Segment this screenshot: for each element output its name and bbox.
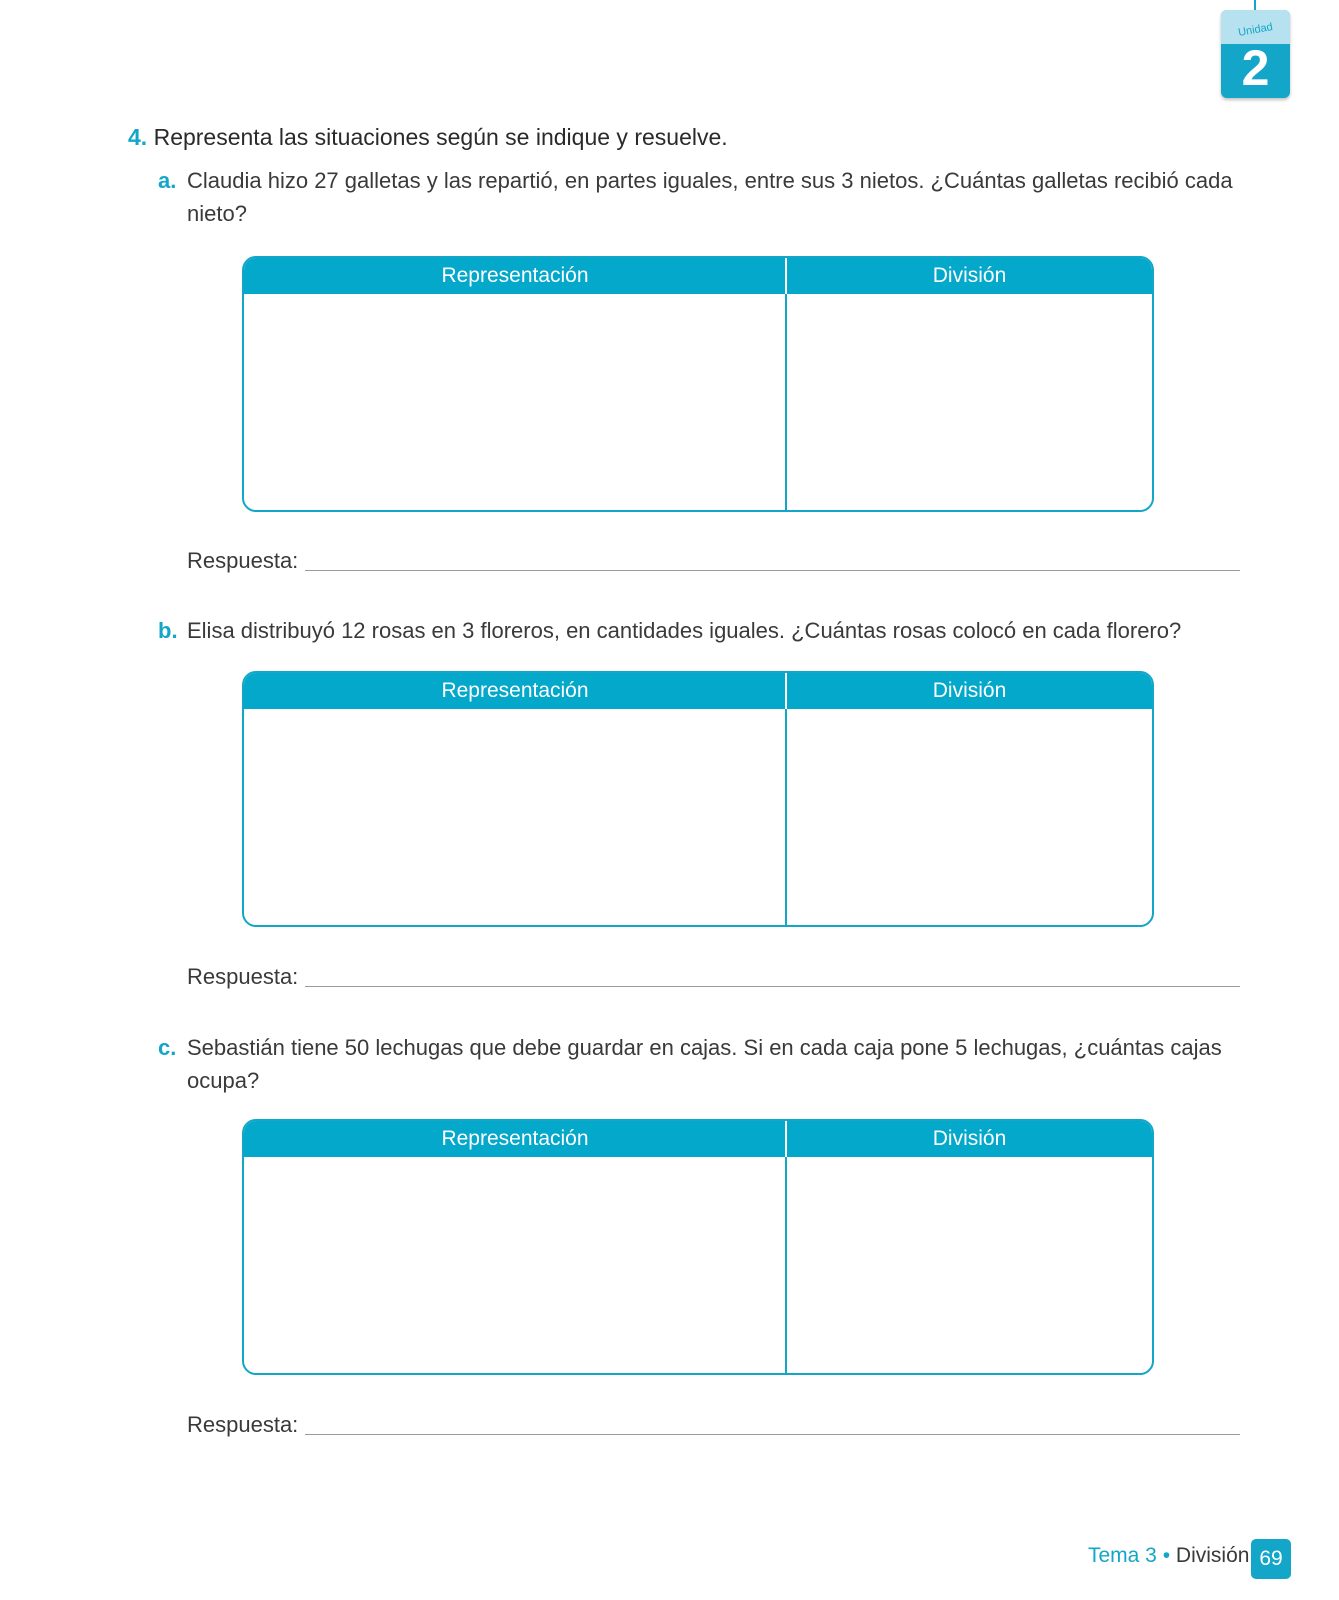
work-table-b <box>242 671 1154 927</box>
header-division: División <box>932 1127 1007 1150</box>
footer-topic: División <box>1175 1544 1250 1567</box>
footer-separator: • <box>1162 1544 1171 1567</box>
unit-tab <box>1221 10 1290 98</box>
item-a-text: Claudia hizo 27 galletas y las repartió, en partes iguales, entre sus 3 nietos. ¿Cuántas galletas recibió cada nieto? <box>187 168 1233 226</box>
header-representacion: Representación <box>441 264 589 287</box>
item-b-text: Elisa distribuyó 12 rosas en 3 floreros, en cantidades iguales. ¿Cuántas rosas colocó en cada florero? <box>187 618 1182 643</box>
work-table-a-header <box>244 258 1152 294</box>
answer-line-b[interactable] <box>305 986 1240 987</box>
answer-label-c: Respuesta: <box>187 1412 299 1437</box>
column-divider <box>785 673 787 925</box>
item-a <box>158 164 1238 230</box>
item-b-letter: b. <box>158 618 178 643</box>
work-table-a <box>242 256 1154 512</box>
header-division: División <box>932 679 1007 702</box>
item-a-letter: a. <box>158 168 177 193</box>
footer-tema: Tema 3 <box>1088 1544 1157 1567</box>
work-table-b-header <box>244 673 1152 709</box>
column-divider <box>785 1121 787 1373</box>
answer-label-b: Respuesta: <box>187 964 299 989</box>
item-c-text: Sebastián tiene 50 lechugas que debe guardar en cajas. Si en cada caja pone 5 lechugas, ¿cuántas cajas ocupa? <box>187 1035 1222 1093</box>
page-footer <box>1088 1544 1249 1568</box>
item-b <box>158 614 1238 647</box>
item-c-letter: c. <box>158 1035 177 1060</box>
header-division: División <box>932 264 1007 287</box>
answer-line-c[interactable] <box>305 1434 1240 1435</box>
answer-line-a[interactable] <box>305 570 1240 571</box>
header-representacion: Representación <box>441 679 589 702</box>
page-number-badge: 69 <box>1251 1539 1291 1579</box>
unit-tab-word: Unidad <box>1237 21 1274 39</box>
item-c <box>158 1031 1238 1097</box>
column-divider <box>785 258 787 510</box>
header-representacion: Representación <box>441 1127 589 1150</box>
header-divider <box>785 258 787 294</box>
header-divider <box>785 1121 787 1157</box>
unit-tab-number: 2 <box>1241 40 1270 96</box>
header-divider <box>785 673 787 709</box>
question-number: 4. <box>128 124 148 150</box>
question-text: Representa las situaciones según se indique y resuelve. <box>153 124 728 150</box>
work-table-c-header <box>244 1121 1152 1157</box>
answer-label-a: Respuesta: <box>187 548 299 573</box>
question-title <box>128 124 728 151</box>
work-table-c <box>242 1119 1154 1375</box>
